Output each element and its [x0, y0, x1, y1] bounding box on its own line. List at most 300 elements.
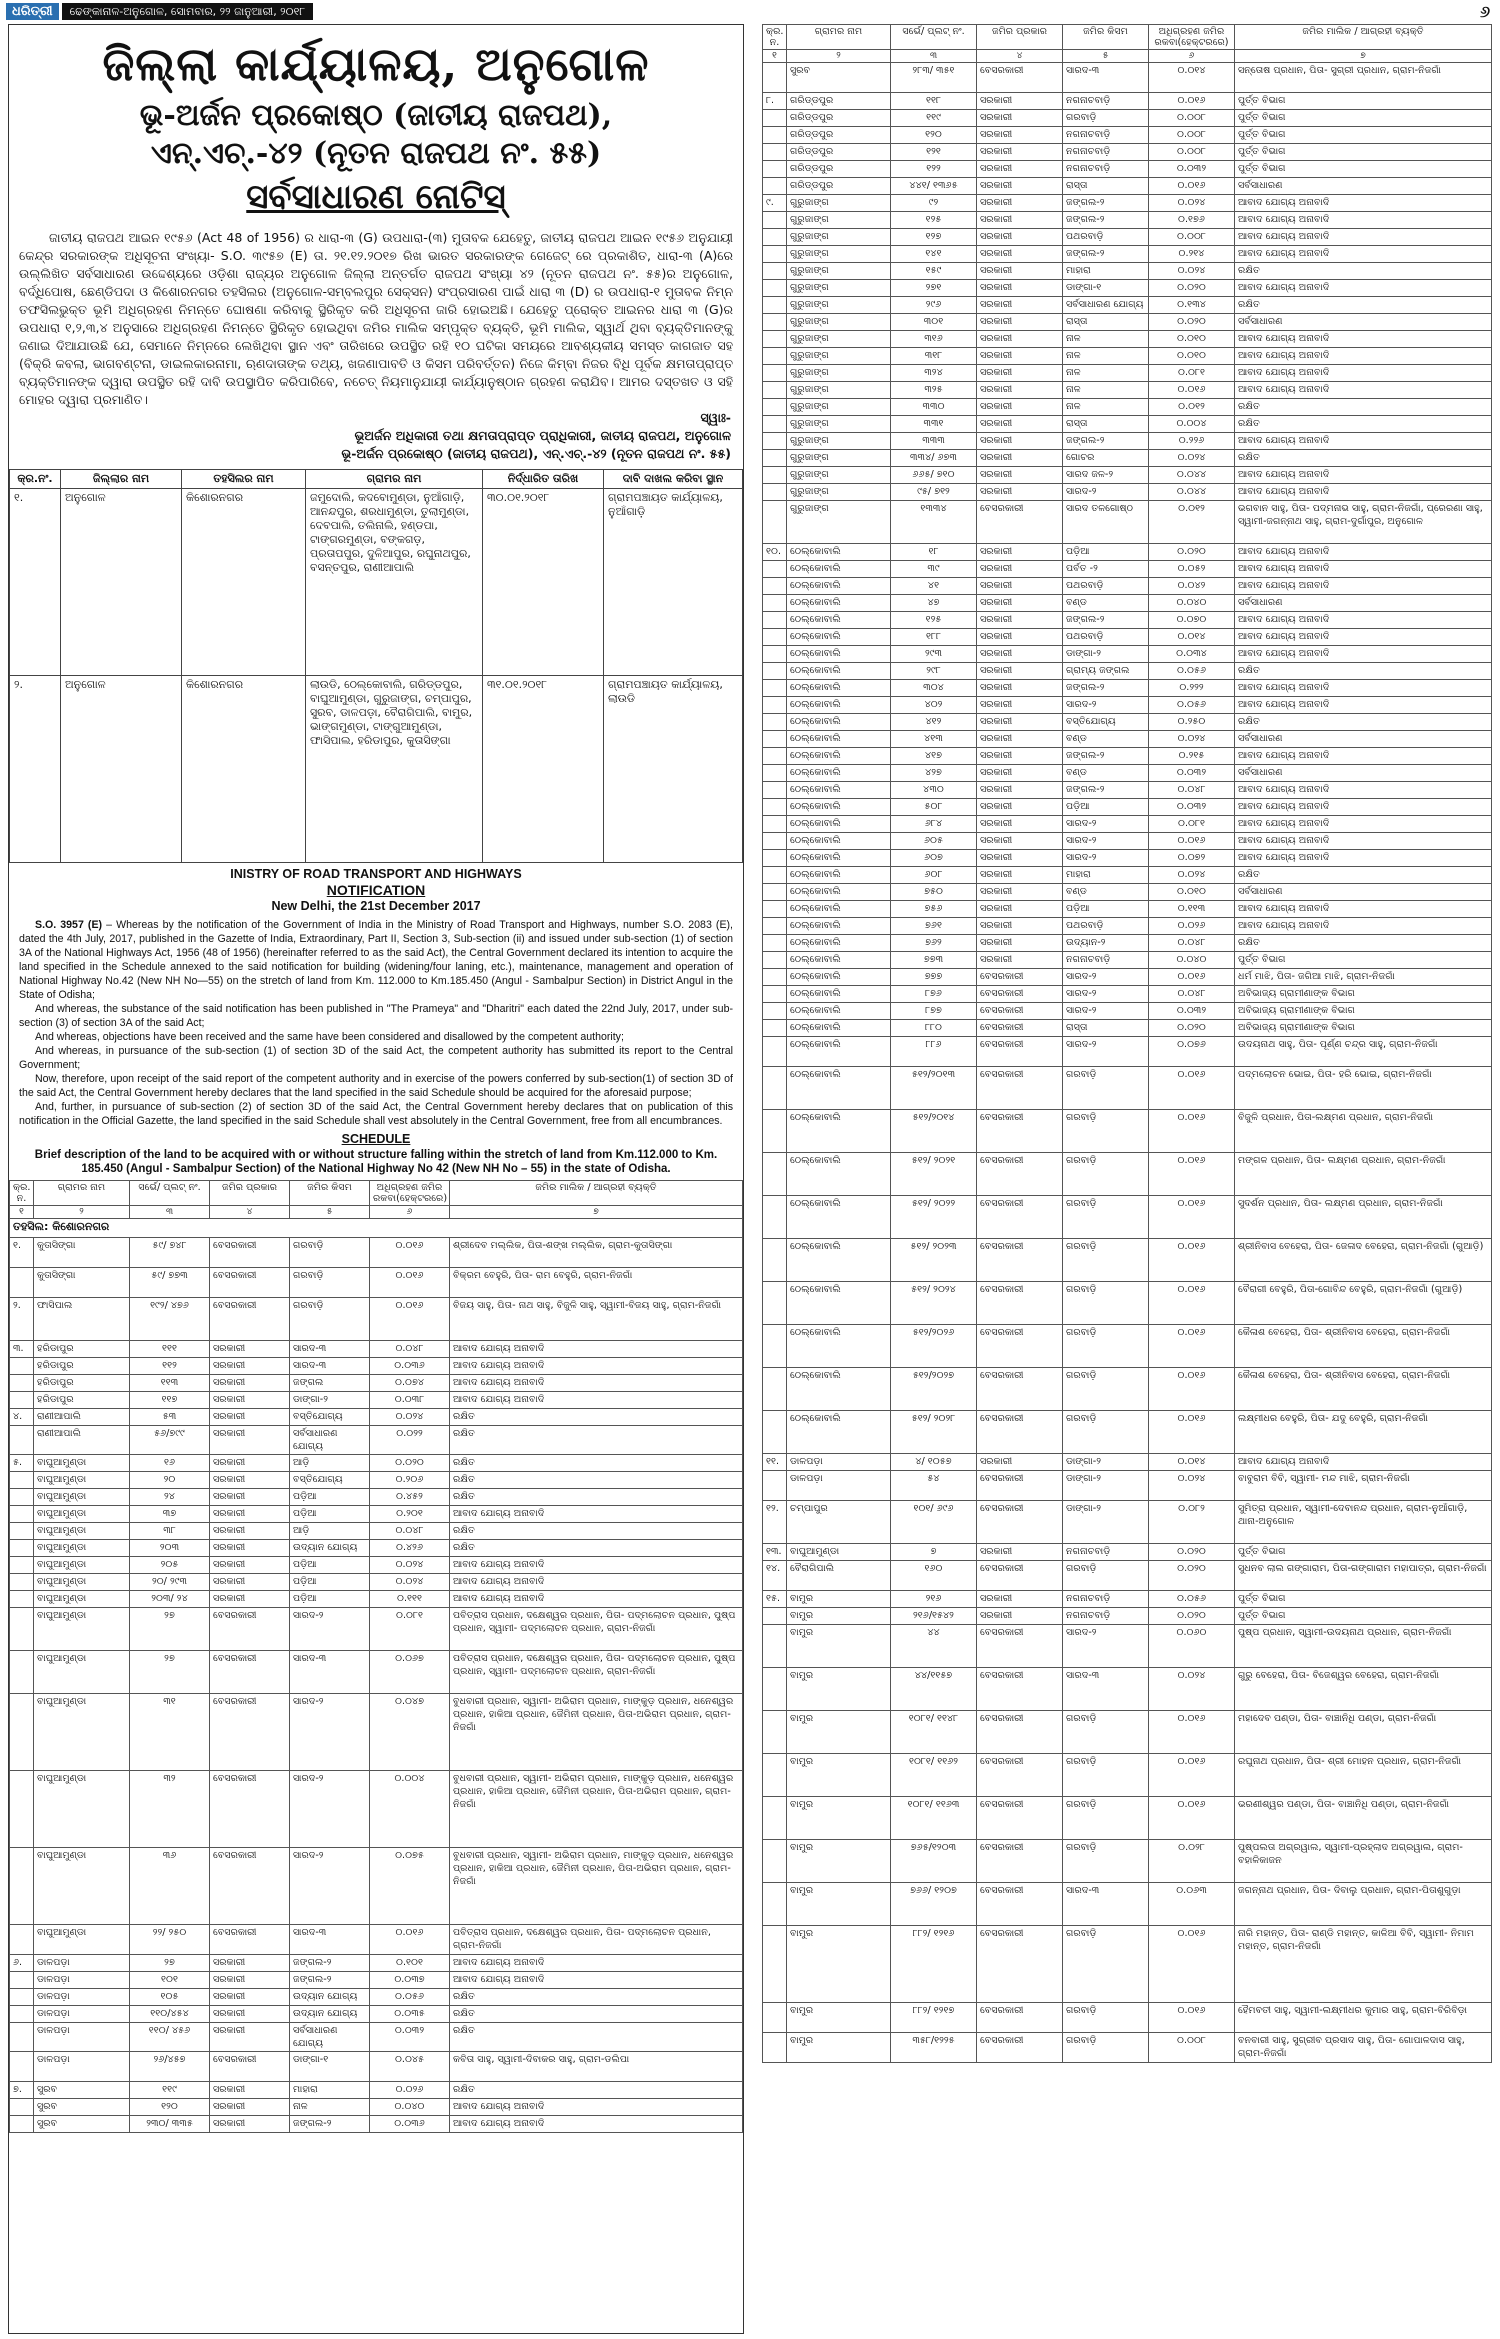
- table-row: [763, 1711, 1492, 1754]
- para-4: And whereas, in pursuance of the sub-section (1) of section 3D of the said Act, the competent authority has submitted its report to the Central Government;: [19, 1045, 733, 1071]
- cell-area: ୦.୦୪୨: [1149, 578, 1235, 595]
- cell-owner: ଆବାଦ ଯୋଗ୍ୟ ଅନାବାଦି: [1235, 612, 1492, 629]
- table-row: [763, 561, 1492, 578]
- table-row: [763, 144, 1492, 161]
- cell-village: ବାଘୁଆମୁଣ୍ଡା: [34, 1694, 130, 1771]
- cell-plot: ୭୬୨: [891, 935, 977, 952]
- col-header: ଜମିର ପ୍ରକାର: [977, 25, 1063, 50]
- cell-kisam: ଡାଙ୍ଗା-୧: [290, 2052, 370, 2082]
- cell-sl: [763, 2033, 787, 2063]
- cell-type: ବେସରକାରୀ: [210, 1694, 290, 1771]
- cell-type: ସରକାରୀ: [977, 178, 1063, 195]
- cell-kisam: ଆଡ଼ି: [290, 1523, 370, 1540]
- table-row: [10, 1925, 743, 1955]
- cell-village: ଗୁରୁଜାଙ୍ଗ: [787, 416, 891, 433]
- cell-kisam: ନାଳ: [1063, 331, 1149, 348]
- cell-plot: ୧୨୦: [130, 2099, 210, 2116]
- cell-plot: ୩୭: [130, 1506, 210, 1523]
- cell-plot: ୫୯/ ୭୭୩: [130, 1268, 210, 1298]
- cell-owner: ଆବାଦ ଯୋଗ୍ୟ ଅନାବାଦି: [1235, 646, 1492, 663]
- cell-owner: ଆବାଦ ଯୋଗ୍ୟ ଅନାବାଦି: [1235, 901, 1492, 918]
- cell-kisam: ପଡ଼ିଆ: [290, 1506, 370, 1523]
- cell-village: ଗରିଡ୍ଡପୁର: [787, 178, 891, 195]
- cell-area: ୦.୦୧୨: [1149, 399, 1235, 416]
- cell-village: ଗୁରୁଜାଙ୍ଗ: [787, 314, 891, 331]
- cell-village: ରାଣୀଆପାଲି: [34, 1409, 130, 1426]
- cell-sl: [763, 433, 787, 450]
- schedule-header: [10, 1181, 743, 1206]
- cell-type: ସରକାରୀ: [977, 433, 1063, 450]
- para-2: And whereas, the substance of the said notification has been published in "The Prameya" and "Dharitri" each dated the 22nd July, 2017, under sub-section (3) of section 3A of the said Act;: [19, 1003, 733, 1029]
- cell-owner: ଅବିଭାଜ୍ୟ ଗ୍ରାମୀଣାଙ୍କ ବିଭାଗ: [1235, 1003, 1492, 1020]
- cell-type: ବେସରକାରୀ: [210, 1771, 290, 1848]
- cell-sl: [10, 1489, 34, 1506]
- cell-area: ୦.୦୨୪: [370, 1557, 450, 1574]
- cell-area: ୦.୦୪୦: [1149, 595, 1235, 612]
- cell-sl: ୯.: [763, 195, 787, 212]
- table-row: [10, 1848, 743, 1925]
- cell-kisam: ଗରବାଡ଼ି: [290, 1238, 370, 1268]
- cell-kisam: ପଡ଼ିଆ: [290, 1489, 370, 1506]
- cell-type: ସରକାରୀ: [210, 2006, 290, 2023]
- cell-plot: ୧୧୮: [891, 93, 977, 110]
- cell-kisam: ସାରଦ ଜଳ-୨: [1063, 467, 1149, 484]
- table-row: [763, 1797, 1492, 1840]
- table-row: [763, 297, 1492, 314]
- cell-village: ଠେଲ୍କୋବାଲି: [787, 1003, 891, 1020]
- notice-title: ସର୍ବସାଧାରଣ ନୋଟିସ୍: [246, 177, 506, 217]
- cell-kisam: ସାରଦ-୩: [290, 1341, 370, 1358]
- cell-owner: ଆବାଦ ଯୋଗ୍ୟ ଅନାବାଦି: [450, 1591, 743, 1608]
- cell-type: ସରକାରୀ: [977, 484, 1063, 501]
- cell-village: ଡାଳପଡ଼ା: [787, 1454, 891, 1471]
- cell-kisam: ଗରବାଡ଼ି: [1063, 1840, 1149, 1883]
- cell-owner: ସର୍ବସାଧାରଣ: [1235, 178, 1492, 195]
- cell-kisam: ଗରବାଡ଼ି: [1063, 1368, 1149, 1411]
- cell-area: ୦.୦୮୧: [1149, 816, 1235, 833]
- cell-type: ସରକାରୀ: [977, 229, 1063, 246]
- cell-kisam: ବସ୍ତିଯୋଗ୍ୟ: [290, 1472, 370, 1489]
- cell: ଅନୁଗୋଳ: [61, 676, 182, 863]
- col-header: କ୍ର.ନଂ.: [10, 470, 61, 489]
- table-row: [763, 1196, 1492, 1239]
- cell-sl: [10, 1651, 34, 1694]
- cell-type: ବେସରକାରୀ: [977, 1754, 1063, 1797]
- cell-type: ସରକାରୀ: [977, 748, 1063, 765]
- cell-owner: କବିତା ସାହୁ, ସ୍ୱାମୀ-ଦିବାକର ସାହୁ, ଗ୍ରାମ-ଡଲିପା: [450, 2052, 743, 2082]
- cell-sl: ୧୪.: [763, 1561, 787, 1591]
- cell-plot: ୧୦୫: [130, 1989, 210, 2006]
- cell-village: ବାଘୁଆମୁଣ୍ଡା: [34, 1540, 130, 1557]
- cell-type: ସରକାରୀ: [977, 765, 1063, 782]
- cell-plot: ୩୧୬: [891, 331, 977, 348]
- cell-owner: ପବିତ୍ରାସ ପ୍ରଧାନ, ଦକ୍ଷେଶ୍ୱର ପ୍ରଧାନ, ପିତା- ପଦ୍ମଲୋଚନ ପ୍ରଧାନ, ପୁଷ୍ପ ପ୍ରଧାନ, ସ୍ୱାମୀ- ପଦ୍ମଲୋଚନ ପ୍ରଧାନ, ଗ୍ରାମ-ନିଜଗାଁ: [450, 1651, 743, 1694]
- cell-owner: ଆବାଦ ଯୋଗ୍ୟ ଅନାବାଦି: [1235, 484, 1492, 501]
- table-row: [763, 1325, 1492, 1368]
- cell-sl: [763, 1239, 787, 1282]
- cell-type: ସରକାରୀ: [977, 714, 1063, 731]
- cell-owner: ଆବାଦ ଯୋଗ୍ୟ ଅନାବାଦି: [1235, 1454, 1492, 1471]
- cell-type: ସରକାରୀ: [977, 578, 1063, 595]
- cell-type: ସରକାରୀ: [210, 1591, 290, 1608]
- cell-area: ୦.୦୩୨: [1149, 799, 1235, 816]
- cell-plot: ୧୦୧/ ୬୯୬: [891, 1501, 977, 1544]
- table-row: [763, 1003, 1492, 1020]
- cell-owner: ରକ୍ଷିତ: [1235, 663, 1492, 680]
- cell-sl: [10, 2052, 34, 2082]
- cell-village: ଠେଲ୍କୋବାଲି: [787, 1239, 891, 1282]
- cell-area: ୦.୦୧୬: [1149, 1797, 1235, 1840]
- cell-owner: ପୁର୍ତ୍ତ ବିଭାଗ: [1235, 952, 1492, 969]
- cell-village: ଗୁରୁଜାଙ୍ଗ: [787, 348, 891, 365]
- cell-sl: [763, 1003, 787, 1020]
- cell-area: ୦.୦୨୦: [1149, 1608, 1235, 1625]
- cell-area: ୦.୦୧୪: [1149, 629, 1235, 646]
- cell-village: ଗରିଡ୍ଡପୁର: [787, 144, 891, 161]
- cell-plot: ୨୯୮: [891, 663, 977, 680]
- cell-sl: [10, 1506, 34, 1523]
- table-row: [763, 331, 1492, 348]
- cell-owner: ଆବାଦ ଯୋଗ୍ୟ ଅନାବାଦି: [1235, 629, 1492, 646]
- cell-village: ଗୁରୁଜାଙ୍ଗ: [787, 280, 891, 297]
- table-row: [763, 314, 1492, 331]
- cell-village: ଠେଲ୍କୋବାଲି: [787, 850, 891, 867]
- cell-village: ହରିଡାପୁର: [34, 1392, 130, 1409]
- cell-kisam: ଜଙ୍ଗଲ-୨: [1063, 195, 1149, 212]
- table-row: [763, 365, 1492, 382]
- cell-type: ସରକାରୀ: [977, 935, 1063, 952]
- cell-plot: ୭୬୧: [891, 918, 977, 935]
- cell-area: ୦.୦୪୮: [370, 1341, 450, 1358]
- cell-area: ୦.୦୧୬: [1149, 833, 1235, 850]
- cell-type: ସରକାରୀ: [977, 246, 1063, 263]
- cell-sl: [763, 595, 787, 612]
- cell-sl: [763, 467, 787, 484]
- cell-type: ବେସରକାରୀ: [977, 501, 1063, 544]
- cell-village: ଠେଲ୍କୋବାଲି: [787, 867, 891, 884]
- cell-plot: ୫୩: [130, 1409, 210, 1426]
- cell-plot: ୩୯: [891, 561, 977, 578]
- col-number: ୭: [450, 1206, 743, 1219]
- cell-kisam: ଆଡ଼ି: [290, 1455, 370, 1472]
- cell-area: ୦.୧୧୩: [1149, 901, 1235, 918]
- cell-owner: ସନ୍ତୋଷ ପ୍ରଧାନ, ପିତା- ସୁଗ୍ରୀ ପ୍ରଧାନ, ଗ୍ରାମ-ନିଜଗାଁ: [1235, 63, 1492, 93]
- cell-area: ୦.୦୬୦: [1149, 1625, 1235, 1668]
- cell-area: ୦.୦୩୮: [370, 1392, 450, 1409]
- cell-sl: [763, 127, 787, 144]
- cell-plot: ୮୭୭: [891, 1003, 977, 1020]
- cell-plot: ୩୧୮: [891, 348, 977, 365]
- cell-type: ସରକାରୀ: [977, 467, 1063, 484]
- cell-sl: [10, 1925, 34, 1955]
- cell-type: ବେସରକାରୀ: [210, 1298, 290, 1341]
- cell-kisam: ସାରଦ-୩: [1063, 63, 1149, 93]
- cell-village: ଗୁରୁଜାଙ୍ଗ: [787, 467, 891, 484]
- col-number: ୨: [34, 1206, 130, 1219]
- cell-owner: ଆବାଦ ଯୋଗ୍ୟ ଅନାବାଦି: [1235, 229, 1492, 246]
- cell-area: ୦.୧୩୪: [1149, 297, 1235, 314]
- cell-village: ଠେଲ୍କୋବାଲି: [787, 799, 891, 816]
- cell-owner: ମହାଦେବ ପଣ୍ଡା, ପିତା- ବାଞ୍ଚାନିଧି ପଣ୍ଡା, ଗ୍ରାମ-ନିଜଗାଁ: [1235, 1711, 1492, 1754]
- cell-village: ଠେଲ୍କୋବାଲି: [787, 544, 891, 561]
- table-row: [763, 1840, 1492, 1883]
- cell-plot: ୧୧୯: [130, 2082, 210, 2099]
- cell-sl: [763, 1411, 787, 1454]
- table-row: [10, 2082, 743, 2099]
- cell-kisam: ଜଙ୍ଗଲ-୨: [290, 1972, 370, 1989]
- cell-type: ବେସରକାରୀ: [977, 1883, 1063, 1926]
- cell-village: ଠେଲ୍କୋବାଲି: [787, 1196, 891, 1239]
- cell-area: ୦.୦୧୬: [1149, 1411, 1235, 1454]
- cell-plot: ୧୧୨: [130, 1358, 210, 1375]
- para-1: [9, 918, 743, 1002]
- cell-type: ବେସରକାରୀ: [977, 1797, 1063, 1840]
- cell-plot: ୪୧: [891, 578, 977, 595]
- cell-type: ସରକାରୀ: [977, 544, 1063, 561]
- table-row: [10, 1238, 743, 1268]
- table-row: [763, 1501, 1492, 1544]
- cell-sl: [763, 918, 787, 935]
- cell-village: ଠେଲ୍କୋବାଲି: [787, 1325, 891, 1368]
- schedule-table-left: [9, 1180, 743, 2133]
- cell-kisam: ପଡ଼ିଆ: [290, 1557, 370, 1574]
- cell-plot: ୨୦/ ୨୯୩: [130, 1574, 210, 1591]
- cell-area: ୦.୦୩୨: [1149, 1003, 1235, 1020]
- cell-sl: [763, 986, 787, 1003]
- cell-plot: ୪/ ୧୦୫୭: [891, 1454, 977, 1471]
- table-row: [763, 1754, 1492, 1797]
- cell-owner: ରଘୁନାଥ ପ୍ରଧାନ, ପିତା- ଶ୍ରୀ ମୋହନ ପ୍ରଧାନ, ଗ୍ରାମ-ନିଜଗାଁ: [1235, 1754, 1492, 1797]
- cell-type: ବେସରକାରୀ: [210, 1238, 290, 1268]
- para-1-text: – Whereas by the notification of the Government of India in the Ministry of Road Transport and Highways, number S.O. 2083 (E), dated the 4th July, 2017, published in the Gazette of India, Extraordinary, Part II, Section 3, Sub-section (ii) and issued under sub-section (1) of section 3A of the National Highways Act, 1956 (48 of 1956) (hereinafter referred to as the said Act), the Central Government declared its intention to acquire the land specified in the Schedule annexed to the said notification for building (widening/four laning, etc.), maintenance, management and operation of National Highway No.42 (New NH No—55) on the stretch of land from Km. 112.000 to Km.185.450 (Angul - Sambalpur Section) in District Angul in the State of Odisha;: [19, 919, 733, 1001]
- cell-village: ବାମୁର: [787, 1754, 891, 1797]
- cell-area: ୦.୦୪୮: [1149, 935, 1235, 952]
- cell-plot: ୫୧୨/୨୦୨୭: [891, 1368, 977, 1411]
- cell-village: ଠେଲ୍କୋବାଲି: [787, 816, 891, 833]
- cell-owner: ଜଗନ୍ନାଥ ପ୍ରଧାନ, ପିତା- ଦିବାଲୁ ପ୍ରଧାନ, ଗ୍ରାମ-ପିତାଶୁଗୁଡ଼ା: [1235, 1883, 1492, 1926]
- cell-type: ସରକାରୀ: [977, 331, 1063, 348]
- col-number: ୭: [1235, 50, 1492, 63]
- table-row: [763, 1020, 1492, 1037]
- cell-plot: ୩୮: [130, 1523, 210, 1540]
- cell-owner: ଆବାଦ ଯୋଗ୍ୟ ଅନାବାଦି: [1235, 433, 1492, 450]
- cell-owner: ଆବାଦ ଯୋଗ୍ୟ ଅନାବାଦି: [450, 1972, 743, 1989]
- cell-sl: [763, 212, 787, 229]
- cell-plot: ୯୨: [891, 195, 977, 212]
- cell-sl: [763, 348, 787, 365]
- table-row: [763, 1625, 1492, 1668]
- cell-plot: ୧୨୧: [891, 144, 977, 161]
- cell-owner: ପବିତ୍ରାସ ପ୍ରଧାନ, ଦକ୍ଷେଶ୍ୱର ପ୍ରଧାନ, ପିତା- ପଦ୍ମଲୋଚନ ପ୍ରଧାନ, ପୁଷ୍ପ ପ୍ରଧାନ, ସ୍ୱାମୀ- ପଦ୍ମଲୋଚନ ପ୍ରଧାନ, ଗ୍ରାମ-ନିଜଗାଁ: [450, 1608, 743, 1651]
- cell-type: ବେସରକାରୀ: [210, 2052, 290, 2082]
- table-row: [10, 1574, 743, 1591]
- office-title: ଜିଲ୍ଲା କାର୍ଯ୍ୟାଳୟ, ଅନୁଗୋଳ: [102, 37, 650, 91]
- table-row: [763, 2003, 1492, 2033]
- table-row: [763, 884, 1492, 901]
- col-number: ୩: [130, 1206, 210, 1219]
- cell-village: ବାମୁର: [787, 1608, 891, 1625]
- col-number: ୬: [1149, 50, 1235, 63]
- table-row: [10, 1972, 743, 1989]
- table-row: [763, 263, 1492, 280]
- cell-sl: [10, 1989, 34, 2006]
- table-row: [763, 178, 1492, 195]
- cell-plot: ୨୦୩: [130, 1540, 210, 1557]
- table-row: [763, 663, 1492, 680]
- cell-village: ଫାସିପାଲ: [34, 1298, 130, 1341]
- table-row: [763, 748, 1492, 765]
- cell-area: ୦.୦୨୪: [1149, 263, 1235, 280]
- cell-village: ଡାଳପଡ଼ା: [34, 2052, 130, 2082]
- cell-kisam: ଗରବାଡ଼ି: [1063, 1067, 1149, 1110]
- cell-kisam: ଗରବାଡ଼ି: [1063, 1754, 1149, 1797]
- cell-village: ହରିଡାପୁର: [34, 1358, 130, 1375]
- para-3: And whereas, objections have been received and the same have been considered and disallowed by the competent authority;: [35, 1031, 624, 1043]
- cell-area: ୦.୨୦୧: [370, 1506, 450, 1523]
- cell-plot: ୮୮୬: [891, 1037, 977, 1067]
- para-6: And, further, in pursuance of sub-section (2) of section 3D of the said Act, the Central Government hereby declares that on publication of this notification in the Official Gazette, the land specified in the said Schedule shall vest absolutely in the Central Government, free from all encumbrances.: [19, 1101, 733, 1127]
- cell-area: ୦.୦୧୬: [1149, 1153, 1235, 1196]
- table-row: [763, 161, 1492, 178]
- cell-sl: [763, 1471, 787, 1501]
- table-row: [763, 467, 1492, 484]
- cell-type: ସରକାରୀ: [210, 1989, 290, 2006]
- cell-kisam: ରାସ୍ତା: [1063, 416, 1149, 433]
- cell-kisam: ଜଙ୍ଗଲ-୨: [1063, 612, 1149, 629]
- cell-plot: ୨୭: [130, 1651, 210, 1694]
- cell-owner: ଆବାଦ ଯୋଗ୍ୟ ଅନାବାଦି: [450, 1341, 743, 1358]
- cell-sl: [763, 731, 787, 748]
- cell-sl: [10, 1358, 34, 1375]
- cell-area: ୦.୦୭୪: [370, 1375, 450, 1392]
- cell-sl: [763, 110, 787, 127]
- cell-type: ବେସରକାରୀ: [977, 1067, 1063, 1110]
- cell-village: ଠେଲ୍କୋବାଲି: [787, 782, 891, 799]
- cell-kisam: ବଣ୍ଡ: [1063, 595, 1149, 612]
- table-row: [763, 850, 1492, 867]
- cell-area: ୦.୨୧୪: [1149, 246, 1235, 263]
- schedule-column: [762, 24, 1492, 2332]
- cell-plot: ୩୧: [130, 1694, 210, 1771]
- cell-village: ଠେଲ୍କୋବାଲି: [787, 561, 891, 578]
- cell-plot: ୨୭୧: [891, 280, 977, 297]
- cell-area: ୦.୦୦୮: [1149, 144, 1235, 161]
- cell-village: ବୈରାଗିପାଲି: [787, 1561, 891, 1591]
- cell-kisam: ଗରବାଡ଼ି: [1063, 110, 1149, 127]
- cell-plot: ୫୧୨/୨୦୧୪: [891, 1110, 977, 1153]
- col-header: ଜମିର କିସମ: [1063, 25, 1149, 50]
- cell-kisam: ସାରଦ-୩: [1063, 1883, 1149, 1926]
- table-row: [763, 816, 1492, 833]
- cell-plot: ୬୦୭: [891, 850, 977, 867]
- cell-sl: [10, 1375, 34, 1392]
- cell-type: ସରକାରୀ: [977, 348, 1063, 365]
- cell-type: ବେସରକାରୀ: [977, 1668, 1063, 1711]
- cell-kisam: ବସ୍ତିଯୋଗ୍ୟ: [1063, 714, 1149, 731]
- table-row: [763, 833, 1492, 850]
- cell-sl: [763, 1037, 787, 1067]
- cell-sl: [763, 416, 787, 433]
- cell-kisam: ସାରଦ-୨: [1063, 850, 1149, 867]
- cell-owner: ଭଗବାନ ସାହୁ, ପିତା- ପଦ୍ମନାଭ ସାହୁ, ଗ୍ରାମ-ନିଜଗାଁ, ପ୍ରେରଣା ସାହୁ, ସ୍ୱାମୀ-ଜଗନ୍ନାଥ ସାହୁ, ଗ୍ରାମ-ଦୁର୍ଗାପୁର, ଅନୁଗୋଳ: [1235, 501, 1492, 544]
- cell-village: ସୁରବ: [34, 2082, 130, 2099]
- cell-kisam: ସାରଦ-୩: [290, 1651, 370, 1694]
- cell-type: ସରକାରୀ: [210, 1472, 290, 1489]
- cell-village: ଗୁରୁଜାଙ୍ଗ: [787, 433, 891, 450]
- cell: ୧.: [10, 489, 61, 676]
- cell-area: ୦.୦୩୨: [1149, 765, 1235, 782]
- cell-plot: ୭୫୬: [891, 901, 977, 918]
- cell-kisam: ଉଦ୍ୟାନ ଯୋଗ୍ୟ: [290, 1540, 370, 1557]
- cell-area: ୦.୦୧୬: [370, 1298, 450, 1341]
- cell-kisam: ପଥରବାଡ଼ି: [1063, 578, 1149, 595]
- notification-dateline: New Delhi, the 21st December 2017: [271, 899, 481, 913]
- cell-owner: ଆବାଦ ଯୋଗ୍ୟ ଅନାବାଦି: [1235, 578, 1492, 595]
- cell-plot: ୧୦୮୧/ ୧୧୬୩: [891, 1797, 977, 1840]
- cell-village: ଠେଲ୍କୋବାଲି: [787, 1368, 891, 1411]
- cell-sl: ୧୩.: [763, 1544, 787, 1561]
- cell-village: ଠେଲ୍କୋବାଲି: [787, 765, 891, 782]
- so-number: S.O. 3957 (E): [35, 919, 103, 931]
- cell-sl: [763, 748, 787, 765]
- cell-owner: ଆବାଦ ଯୋଗ୍ୟ ଅନାବାଦି: [1235, 782, 1492, 799]
- cell-village: ବାଘୁଆମୁଣ୍ଡା: [34, 1472, 130, 1489]
- cell-village: ଗରିଡ୍ଡପୁର: [787, 93, 891, 110]
- table-row: [10, 1506, 743, 1523]
- cell-type: ବେସରକାରୀ: [977, 1625, 1063, 1668]
- cell: ଲାଉଡି, ଠେଲ୍କୋବାଲି, ଗରିଡ୍ଡପୁର, ବାଘୁଆମୁଣ୍ଡା, ଗୁରୁଜାଙ୍ଗ, ଚମ୍ପାପୁର, ସୁରବ, ଡାଳପଡ଼ା, ବୈରାଗିପାଲି, ବାମୁର, ଭାଙ୍ଗମୁଣ୍ଡା, ଟାଙ୍ଗୁଆମୁଣ୍ଡା, ଫାସିପାଲ, ହରିଡାପୁର, କୁତାସିଙ୍ଗା: [306, 676, 483, 863]
- cell-area: ୦.୦୩୬: [370, 1358, 450, 1375]
- page-number: ୬: [1479, 2, 1490, 21]
- cell-plot: ୫୪: [891, 1471, 977, 1501]
- cell-area: ୦.୦୧୬: [1149, 1368, 1235, 1411]
- cell-kisam: ଉଦ୍ୟାନ ଯୋଗ୍ୟ: [290, 2006, 370, 2023]
- col-header: ତହସିଲର ନାମ: [182, 470, 306, 489]
- cell-village: ଗୁରୁଜାଙ୍ଗ: [787, 501, 891, 544]
- cell-kisam: ସାରଦ-୩: [290, 1358, 370, 1375]
- cell-area: ୦.୦୪୮: [1149, 782, 1235, 799]
- cell-area: ୦.୦୧୬: [1149, 1239, 1235, 1282]
- table-row: [10, 1472, 743, 1489]
- cell-type: ବେସରକାରୀ: [977, 2003, 1063, 2033]
- cell-type: ବେସରକାରୀ: [977, 1501, 1063, 1544]
- cell-village: ଚମ୍ପାପୁର: [787, 1501, 891, 1544]
- cell-village: ବାମୁର: [787, 2003, 891, 2033]
- cell-type: ସରକାରୀ: [977, 816, 1063, 833]
- cell-sl: [763, 314, 787, 331]
- cell-village: ଠେଲ୍କୋବାଲି: [787, 595, 891, 612]
- cell-plot: ୧୫୯: [891, 263, 977, 280]
- cell-village: ବାମୁର: [787, 1591, 891, 1608]
- cell-kisam: ବଣ୍ଡ: [1063, 765, 1149, 782]
- cell-sl: [763, 1153, 787, 1196]
- col-number: ୨: [787, 50, 891, 63]
- cell-plot: ୧୧୯: [891, 110, 977, 127]
- cell-type: ସରକାରୀ: [210, 2023, 290, 2052]
- cell-kisam: ଗରବାଡ଼ି: [1063, 1153, 1149, 1196]
- table-row: [763, 93, 1492, 110]
- cell-village: ବାଘୁଆମୁଣ୍ଡା: [34, 1574, 130, 1591]
- cell-owner: ପୁର୍ତ୍ତ ବିଭାଗ: [1235, 93, 1492, 110]
- cell-kisam: ସାରଦ-୨: [290, 1848, 370, 1925]
- cell-owner: ଆବାଦ ଯୋଗ୍ୟ ଅନାବାଦି: [1235, 799, 1492, 816]
- table-row: [10, 1375, 743, 1392]
- cell-type: ସରକାରୀ: [210, 1489, 290, 1506]
- cell-sl: [763, 1368, 787, 1411]
- cell-kisam: ଗରବାଡ଼ି: [1063, 2003, 1149, 2033]
- cell-plot: ୩୨୫: [891, 382, 977, 399]
- cell-area: ୦.୦୧୬: [1149, 1067, 1235, 1110]
